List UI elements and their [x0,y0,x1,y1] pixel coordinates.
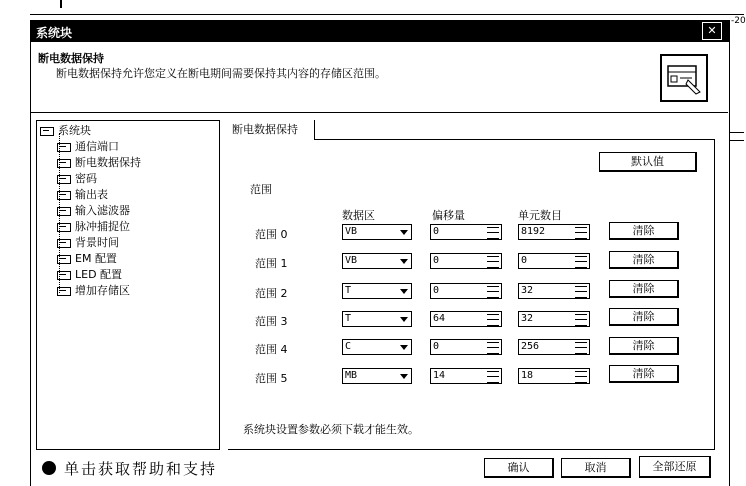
area-select[interactable] [342,339,412,355]
tree-item-retentive[interactable] [57,154,141,170]
count-value: 256 [521,341,540,352]
tab-retentive[interactable]: 断电数据保持 [232,123,298,136]
tree-node-icon [57,159,71,168]
chevron-down-icon [400,289,408,294]
close-button[interactable] [702,22,722,40]
chevron-down-icon [400,317,408,322]
tree-item-password[interactable] [57,170,97,186]
count-spinner[interactable] [518,283,590,299]
offset-spinner[interactable] [430,253,502,269]
tree-item-em-config[interactable] [57,250,117,266]
tree-item-output-table[interactable] [57,186,108,202]
area-select[interactable] [342,368,412,384]
chevron-down-icon [400,230,408,235]
title-bar [30,20,730,42]
tree-item-label: 背景时间 [75,236,119,249]
cancel-button[interactable]: 取消 [561,458,631,478]
tree-root-label: 系统块 [58,124,91,137]
tree-root[interactable] [40,122,91,138]
count-spinner[interactable] [518,368,590,384]
count-value: 32 [521,313,534,324]
count-spinner[interactable] [518,311,590,327]
category-tree [36,120,220,450]
section-description: 断电数据保持允许您定义在断电期间需要保持其内容的存储区范围。 [56,67,386,80]
clear-button[interactable]: 清除 [609,308,679,326]
range-label: 范围 3 [255,315,288,328]
section-title: 断电数据保持 [38,52,104,65]
count-value: 18 [521,370,534,381]
offset-spinner[interactable] [430,224,502,240]
spin-icon [487,227,499,239]
tree-item-label: 密码 [75,172,97,185]
help-link[interactable] [42,458,217,479]
tree-item-label: 输入滤波器 [75,204,130,217]
tree-node-icon [57,175,71,184]
header-separator [30,112,728,113]
background-line [30,14,744,15]
spin-icon [575,256,587,268]
area-value: VB [345,226,358,237]
range-label: 范围 4 [255,343,288,356]
offset-value: 0 [433,226,440,237]
area-select[interactable] [342,283,412,299]
system-block-icon [660,54,708,102]
tab-panel-bottom-border [228,449,715,450]
chevron-down-icon [400,345,408,350]
area-value: T [345,285,352,296]
offset-value: 14 [433,370,446,381]
spin-icon [575,227,587,239]
clear-button[interactable]: 清除 [609,222,679,240]
tree-node-icon [57,239,71,248]
count-spinner[interactable] [518,339,590,355]
tree-item-label: 输出表 [75,188,108,201]
area-value: VB [345,255,358,266]
ok-button[interactable]: 确认 [484,458,554,478]
tab-panel-top-border [315,139,715,140]
offset-spinner[interactable] [430,339,502,355]
offset-spinner[interactable] [430,311,502,327]
chevron-down-icon [400,374,408,379]
spin-icon [487,256,499,268]
offset-value: 0 [433,285,440,296]
tree-node-icon [57,255,71,264]
count-spinner[interactable] [518,253,590,269]
tree-item-label: 通信端口 [75,140,119,153]
help-link-label: 单击获取帮助和支持 [64,460,218,478]
count-spinner[interactable] [518,224,590,240]
tree-item-led-config[interactable] [57,266,122,282]
range-label: 范围 0 [255,228,288,241]
offset-value: 0 [433,341,440,352]
tab-right-edge [314,120,315,140]
tree-item-label: 增加存储区 [75,284,130,297]
close-icon: ✕ [707,24,717,37]
tree-node-icon [57,207,71,216]
spin-icon [575,286,587,298]
tab-panel-right-border [714,139,715,450]
clear-button[interactable]: 清除 [609,280,679,298]
clear-button[interactable]: 清除 [609,251,679,269]
column-header-offset: 偏移量 [432,209,465,222]
area-select[interactable] [342,253,412,269]
spin-icon [575,314,587,326]
range-label: 范围 5 [255,372,288,385]
tree-item-label: 断电数据保持 [75,156,141,169]
tree-item-label: LED 配置 [75,268,123,281]
spin-icon [487,314,499,326]
count-value: 8192 [521,226,546,237]
offset-spinner[interactable] [430,283,502,299]
tree-node-icon [57,271,71,280]
area-select[interactable] [342,224,412,240]
restore-all-button[interactable]: 全部还原 [639,456,711,478]
clear-button[interactable]: 清除 [609,365,679,383]
column-header-area: 数据区 [342,209,375,222]
corner-text: -20 [731,16,746,26]
spin-icon [487,286,499,298]
range-section-label: 范围 [250,183,272,196]
area-select[interactable] [342,311,412,327]
area-value: C [345,341,352,352]
background-window-edge [60,0,62,8]
spin-icon [575,342,587,354]
background-line [728,140,744,141]
offset-value: 64 [433,313,446,324]
tree-item-pulse-catch[interactable] [57,218,130,234]
area-value: T [345,313,352,324]
tree-node-icon [57,287,71,296]
spin-icon [487,342,499,354]
range-label: 范围 1 [255,257,288,270]
help-icon [42,461,56,475]
tree-item-label: EM 配置 [75,252,117,265]
chevron-down-icon [400,259,408,264]
range-label: 范围 2 [255,287,288,300]
download-note: 系统块设置参数必须下载才能生效。 [243,423,419,436]
area-value: MB [345,370,358,381]
count-value: 32 [521,285,534,296]
default-values-button[interactable]: 默认值 [599,152,697,172]
tree-item-label: 脉冲捕捉位 [75,220,130,233]
spin-icon [487,371,499,383]
tree-item-background-time[interactable] [57,234,119,250]
offset-value: 0 [433,255,440,266]
offset-spinner[interactable] [430,368,502,384]
tree-item-add-memory[interactable] [57,282,130,298]
tree-node-icon [57,191,71,200]
spin-icon [575,371,587,383]
tree-item-input-filter[interactable] [57,202,130,218]
column-header-count: 单元数目 [518,209,562,222]
clear-button[interactable]: 清除 [609,337,679,355]
count-value: 0 [521,255,528,266]
tree-item-comm-port[interactable] [57,138,119,154]
tree-node-icon [57,223,71,232]
background-line [728,132,744,133]
window-title: 系统块 [36,26,73,40]
tree-node-icon [57,143,71,152]
tree-node-icon [40,127,54,136]
